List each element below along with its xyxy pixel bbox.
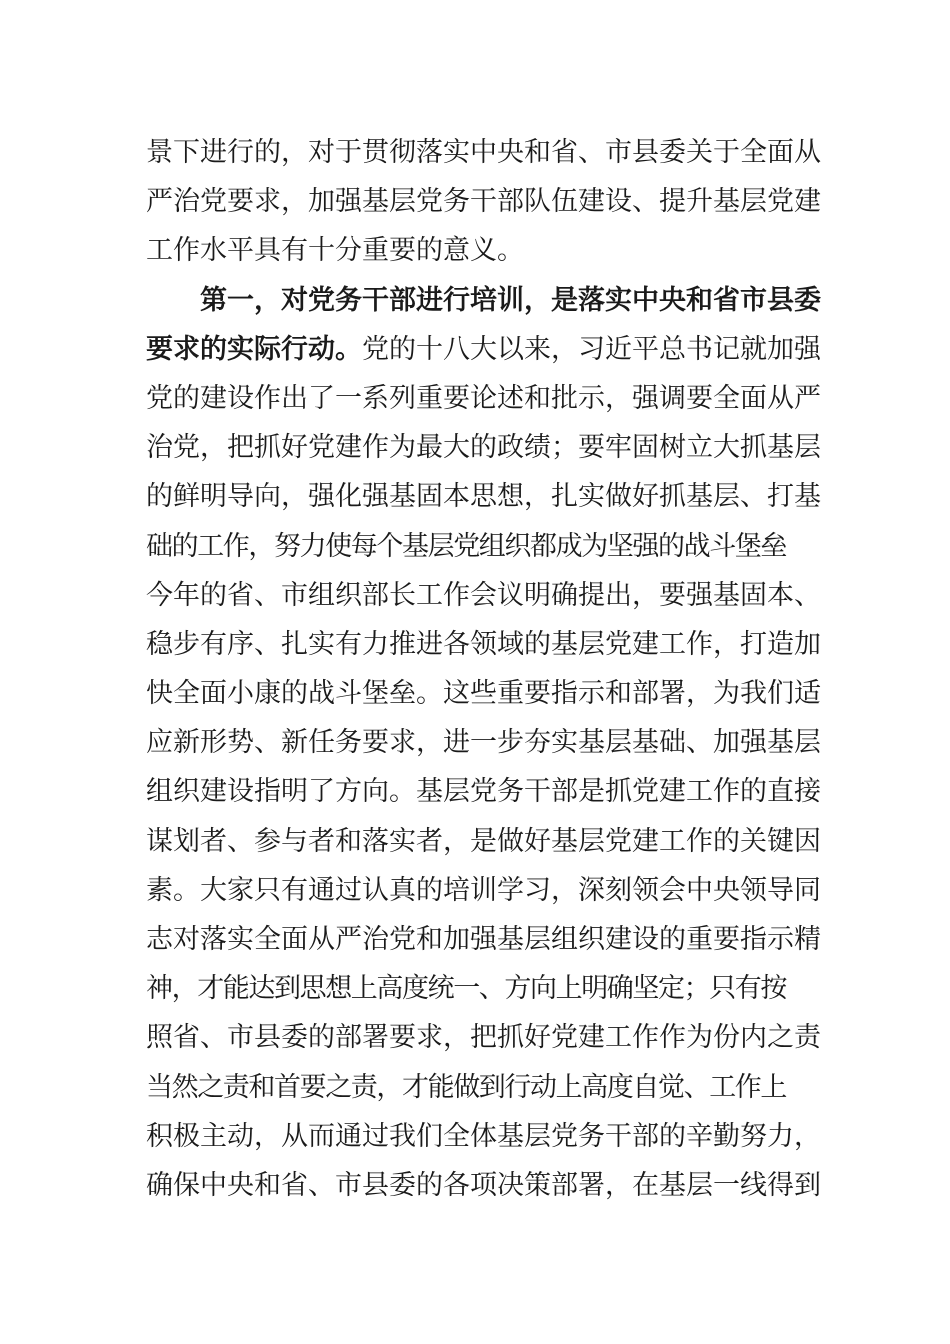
text-line: 今年的省、市组织部长工作会议明确提出，要强基固本、	[146, 579, 821, 611]
text-line: 快全面小康的战斗堡垒。这些重要指示和部署，为我们适	[146, 678, 821, 710]
text-line: 景下进行的，对于贯彻落实中央和省、市县委关于全面从	[146, 137, 821, 168]
text-line: 稳步有序、扎实有力推进各领域的基层党建工作，打造加	[146, 628, 821, 660]
text-line-continued: 党的十八大以来，习近平总书记就加强	[362, 333, 821, 365]
text-line: 严治党要求，加强基层党务干部队伍建设、提升基层党建	[146, 186, 821, 218]
body-text	[146, 128, 821, 1210]
text-line: 谋划者、参与者和落实者，是做好基层党建工作的关键因	[146, 825, 821, 857]
text-line: 确保中央和省、市县委的各项决策部署，在基层一线得到	[146, 1169, 821, 1201]
text-line: 应新形势、新任务要求，进一步夯实基层基础、加强基层	[146, 727, 821, 759]
section-heading: 第一，对党务干部进行培训，是落实中央和省市县委	[200, 284, 821, 316]
text-line: 党的建设作出了一系列重要论述和批示，强调要全面从严	[146, 382, 821, 414]
text-line	[146, 276, 821, 325]
text-line: 照省、市县委的部署要求，把抓好党建工作作为份内之责	[146, 1022, 821, 1054]
text-line: 的鲜明导向，强化强基固本思想，扎实做好抓基层、打基	[146, 481, 821, 513]
text-line: 组织建设指明了方向。基层党务干部是抓党建工作的直接	[146, 776, 821, 808]
text-line: 治党，把抓好党建作为最大的政绩；要牢固树立大抓基层	[146, 432, 821, 464]
text-line	[146, 325, 821, 374]
text-line: 当然之责和首要之责，才能做到行动上高度自觉、工作上	[146, 1071, 786, 1103]
text-line: 神，才能达到思想上高度统一、方向上明确坚定；只有按	[146, 973, 786, 1005]
section-heading-continued: 要求的实际行动。	[146, 333, 362, 365]
text-line: 工作水平具有十分重要的意义。	[146, 235, 524, 267]
text-line: 志对落实全面从严治党和加强基层组织建设的重要指示精	[146, 924, 821, 955]
text-line: 础的工作，努力使每个基层党组织都成为坚强的战斗堡垒	[146, 530, 786, 562]
text-line: 素。大家只有通过认真的培训学习，深刻领会中央领导同	[146, 874, 821, 906]
text-line: 积极主动，从而通过我们全体基层党务干部的辛勤努力，	[146, 1120, 821, 1152]
